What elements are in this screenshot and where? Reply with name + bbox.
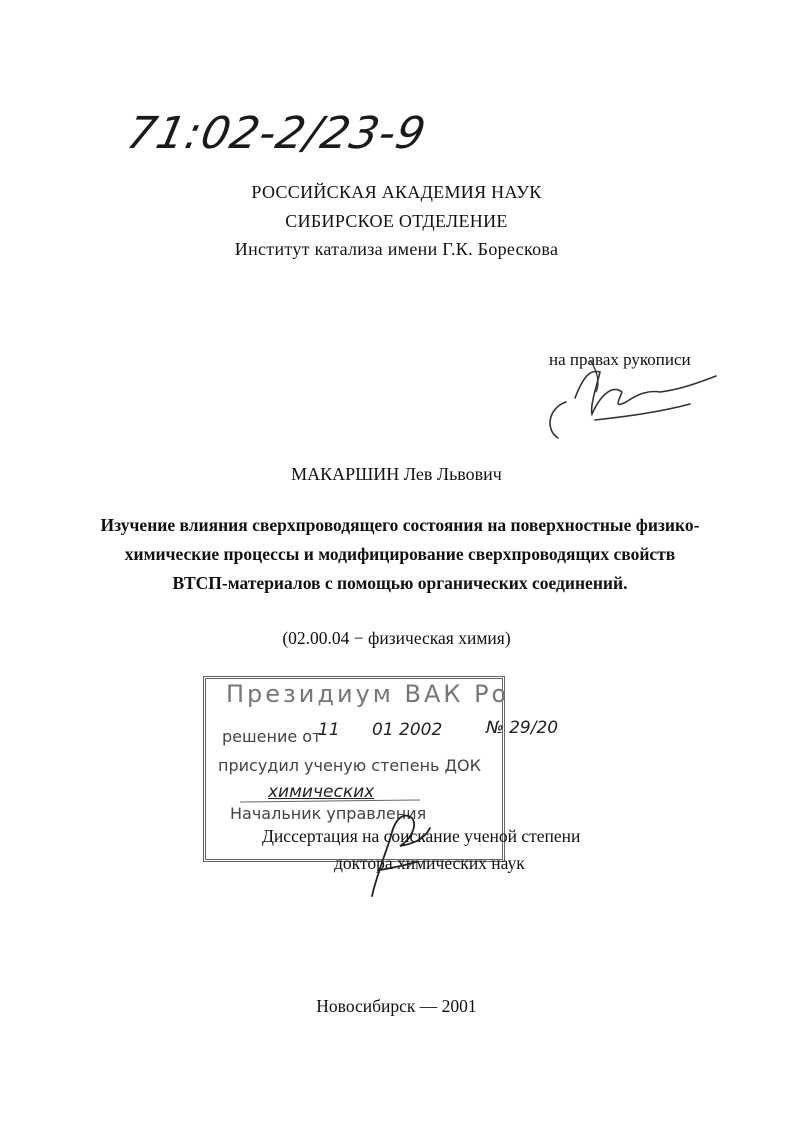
archive-number: 71:02-2/23-9 bbox=[122, 108, 431, 159]
stamp-head-of-department: Начальник управления bbox=[230, 804, 427, 823]
dissertation-title: Изучение влияния сверхпроводящего состояния на поверхностные физико-химические процессы и модифицирование сверхпроводящих свойств ВТСП-материалов с помощью органических соединений. bbox=[100, 515, 700, 593]
stamp-decision-day: 11 bbox=[318, 720, 340, 740]
city-year: Новосибирск — 2001 bbox=[316, 996, 477, 1016]
stamp-decision-number: № 29/20 bbox=[486, 718, 559, 738]
thesis-degree-line1: Диссертация на соискание ученой степени bbox=[262, 826, 581, 846]
specialty-code: (02.00.04 − физическая химия) bbox=[282, 628, 511, 648]
stamp-decision-label: решение от bbox=[222, 727, 322, 746]
institute-heading: Институт катализа имени Г.К. Борескова bbox=[234, 239, 559, 259]
stamp-title: Президиум ВАК Ро bbox=[226, 680, 510, 708]
author-signature bbox=[550, 371, 716, 438]
author-name: МАКАРШИН Лев Львович bbox=[291, 464, 502, 484]
stamp-awarded-degree: присудил ученую степень ДОК bbox=[218, 756, 481, 775]
stamp-decision-date: 01 2002 bbox=[372, 720, 443, 740]
academy-heading: РОССИЙСКАЯ АКАДЕМИЯ НАУК bbox=[251, 182, 542, 202]
branch-heading: СИБИРСКОЕ ОТДЕЛЕНИЕ bbox=[285, 211, 508, 231]
thesis-degree-line2: доктора химических наук bbox=[334, 853, 525, 873]
manuscript-note: на правах рукописи bbox=[549, 350, 691, 369]
stamp-field-handwritten: химических bbox=[268, 782, 375, 802]
